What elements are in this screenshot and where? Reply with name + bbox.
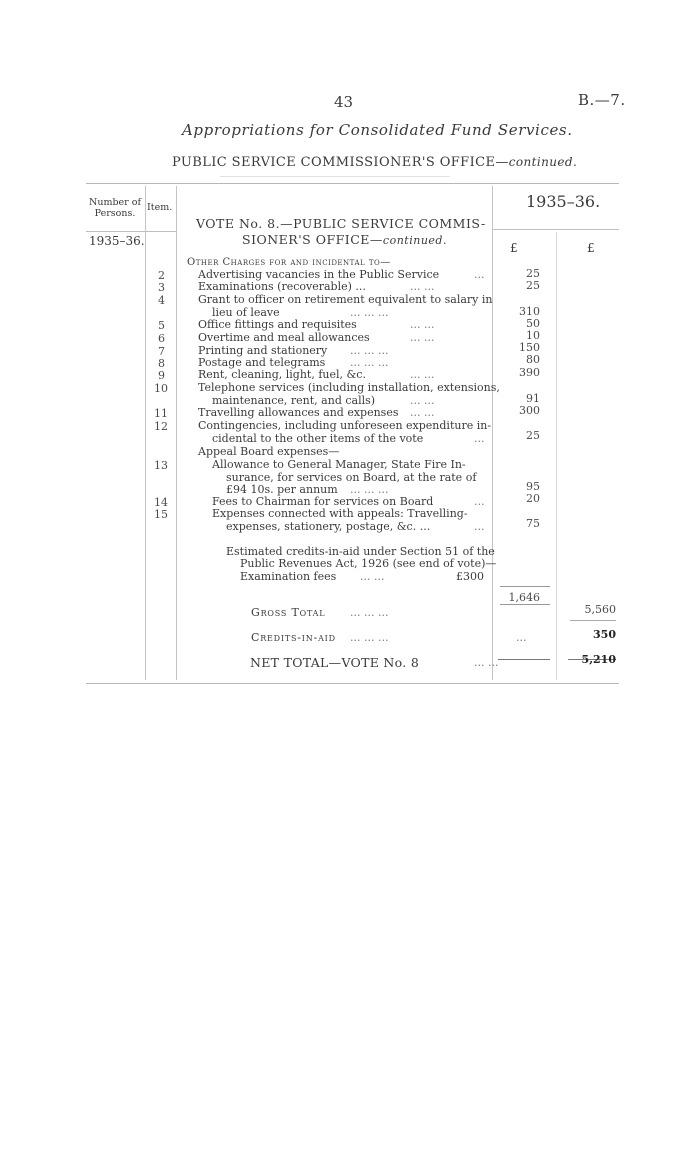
- item-description: Printing and stationery: [198, 344, 328, 357]
- gross-total-amount: 5,560: [584, 603, 616, 616]
- item-number: 9: [158, 369, 165, 382]
- vote-title-continued: continued.: [382, 234, 447, 247]
- item-amount: 91: [526, 392, 540, 405]
- office-name: PUBLIC SERVICE COMMISSIONER'S OFFICE—: [172, 155, 509, 170]
- item-number: 4: [158, 294, 165, 307]
- item-amount: 95: [526, 480, 540, 493]
- net-total-label: NET TOTAL—VOTE No. 8: [250, 655, 420, 670]
- section-heading: Other Charges for and incidental to—: [187, 257, 391, 268]
- decorative-rule: [220, 176, 450, 177]
- column-divider-amount: [556, 232, 557, 680]
- item-number: 8: [158, 357, 165, 370]
- vote-title-line-1: VOTE No. 8.—PUBLIC SERVICE COMMIS-: [196, 216, 486, 231]
- item-description: Allowance to General Manager, State Fire In-: [212, 458, 466, 471]
- leader-dots: ... ...: [410, 280, 435, 293]
- credits-note-line-3: Examination fees: [240, 570, 337, 583]
- credits-in-aid-label: Credits-in-aid: [251, 631, 336, 644]
- net-total-amount: 5,210: [581, 653, 616, 666]
- leader-dots: ... ...: [410, 318, 435, 331]
- item-amount: 150: [519, 341, 540, 354]
- item-number: 14: [154, 496, 168, 509]
- number-of-persons-header: Number of Persons.: [89, 197, 141, 219]
- net-total-rule-left: [498, 659, 550, 660]
- item-number: 7: [158, 345, 165, 358]
- currency-symbol-totals: £: [587, 241, 595, 255]
- leader-dots: ... ...: [410, 368, 435, 381]
- leader-dots: ... ...: [410, 394, 435, 407]
- item-number: 2: [158, 269, 165, 282]
- item-amount: 390: [519, 366, 540, 379]
- leader-dots: ... ... ...: [350, 483, 389, 496]
- item-number: 5: [158, 319, 165, 332]
- leader-dots: ... ... ...: [350, 344, 389, 357]
- item-header: Item.: [147, 202, 173, 213]
- item-amount: 80: [526, 353, 540, 366]
- leader-dots: ...: [516, 631, 527, 644]
- currency-symbol-items: £: [510, 241, 518, 255]
- item-description: Travelling allowances and expenses: [198, 406, 399, 419]
- item-number: 6: [158, 332, 165, 345]
- header-rule-right: [492, 229, 619, 230]
- credits-note-amount: £300: [456, 570, 484, 583]
- leader-dots: ... ... ...: [350, 356, 389, 369]
- leader-dots: ...: [474, 495, 485, 508]
- table-top-rule: [86, 183, 619, 184]
- header-rule-left: [86, 231, 177, 232]
- credits-in-aid-amount: 350: [593, 628, 616, 641]
- item-description: Contingencies, including unforeseen expenditure in-: [198, 419, 492, 432]
- item-description: Fees to Chairman for services on Board: [212, 495, 434, 508]
- credits-note-line-1: Estimated credits-in-aid under Section 51 of the: [226, 545, 495, 558]
- item-number: 10: [154, 382, 168, 395]
- item-amount: 20: [526, 492, 540, 505]
- office-continued: continued.: [508, 155, 578, 169]
- item-description: Rent, cleaning, light, fuel, &c.: [198, 368, 366, 381]
- item-number: 15: [154, 508, 168, 521]
- column-divider-item: [176, 186, 177, 680]
- leader-dots: ... ... ...: [350, 631, 389, 644]
- persons-year-label: 1935–36.: [89, 234, 145, 248]
- item-description: Grant to officer on retirement equivalent to salary in: [198, 293, 493, 306]
- item-description-continued: maintenance, rent, and calls): [212, 394, 376, 407]
- vote-title-line-2: [242, 232, 447, 247]
- subtotal-rule: [500, 586, 550, 587]
- item-description-continued: surance, for services on Board, at the rate of: [226, 471, 477, 484]
- page-number: 43: [334, 93, 354, 111]
- column-divider-description: [492, 186, 493, 680]
- subtotal-bottom-rule: [500, 604, 550, 605]
- item-amount: 10: [526, 329, 540, 342]
- item-number: 3: [158, 281, 165, 294]
- column-divider-number: [145, 186, 146, 680]
- item-description: Postage and telegrams: [198, 356, 326, 369]
- item-description: Overtime and meal allowances: [198, 331, 370, 344]
- item-amount: 25: [526, 267, 540, 280]
- page-title: Appropriations for Consolidated Fund Services.: [182, 121, 573, 139]
- item-description: Expenses connected with appeals: Travelling-: [212, 507, 468, 520]
- leader-dots: ...: [474, 520, 485, 533]
- leader-dots: ...: [474, 432, 485, 445]
- leader-dots: ... ... ...: [350, 606, 389, 619]
- year-header: 1935–36.: [526, 192, 601, 211]
- gross-total-label: Gross Total: [251, 606, 326, 619]
- item-amount: 310: [519, 305, 540, 318]
- item-description: Advertising vacancies in the Public Service: [198, 268, 440, 281]
- item-description-continued: cidental to the other items of the vote: [212, 432, 424, 445]
- vote-title-office: SIONER'S OFFICE—: [242, 232, 383, 247]
- office-heading: [172, 155, 577, 170]
- gross-total-rule: [570, 620, 616, 621]
- item-description-continued: expenses, stationery, postage, &c. ...: [226, 520, 431, 533]
- credits-note-line-2: Public Revenues Act, 1926 (see end of vote)—: [240, 557, 497, 570]
- table-bottom-rule: [86, 683, 619, 684]
- leader-dots: ... ... ...: [350, 306, 389, 319]
- item-amount: 75: [526, 517, 540, 530]
- item-amount: 300: [519, 404, 540, 417]
- item-description: Office fittings and requisites: [198, 318, 357, 331]
- item-amount: 25: [526, 429, 540, 442]
- item-description: Telephone services (including installation, extensions,: [198, 381, 500, 394]
- item-number: 11: [154, 407, 168, 420]
- document-reference: B.—7.: [578, 91, 626, 109]
- item-description-continued: lieu of leave: [212, 306, 280, 319]
- leader-dots: ...: [474, 268, 485, 281]
- item-number: 12: [154, 420, 168, 433]
- item-amount: 25: [526, 279, 540, 292]
- leader-dots: ... ...: [474, 656, 499, 669]
- subtotal-amount: 1,646: [508, 591, 540, 604]
- appeal-board-heading: Appeal Board expenses—: [198, 445, 340, 458]
- item-amount: 50: [526, 317, 540, 330]
- leader-dots: ... ...: [360, 570, 385, 583]
- item-number: 13: [154, 459, 168, 472]
- item-description: Examinations (recoverable) ...: [198, 280, 366, 293]
- item-description-continued: £94 10s. per annum: [226, 483, 338, 496]
- leader-dots: ... ...: [410, 331, 435, 344]
- leader-dots: ... ...: [410, 406, 435, 419]
